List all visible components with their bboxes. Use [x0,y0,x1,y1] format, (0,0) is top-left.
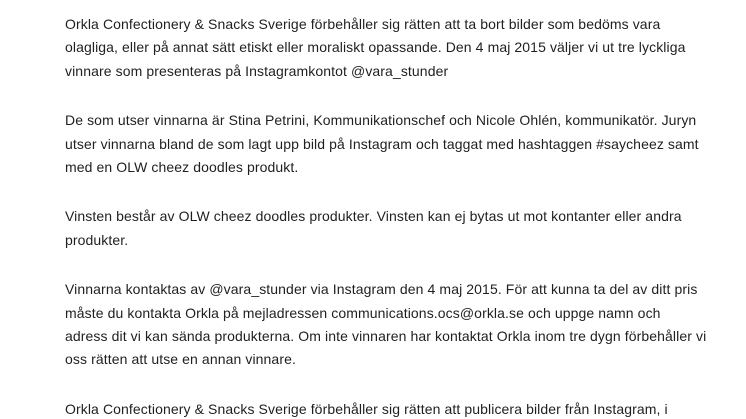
text-line: vinnare som presenteras på Instagramkontot @vara_stunder [65,62,449,79]
document-body [65,13,726,419]
text-line: produkter. [65,231,129,248]
text-line: olagliga, eller på annat sätt etiskt eller moraliskt opassande. Den 4 maj 2015 väljer vi ut tre lyckliga [65,39,686,56]
text-line: De som utser vinnarna är Stina Petrini, Kommunikationschef och Nicole Ohlén, kommunikatör. Juryn [65,112,697,129]
text-line: Orkla Confectionery & Snacks Sverige förbehåller sig rätten att ta bort bilder som bedöms vara [65,16,661,32]
text-line: Vinnarna kontaktas av @vara_stunder via Instagram den 4 maj 2015. För att kunna ta del av ditt pris [65,281,698,298]
text-line: Vinsten består av OLW cheez doodles produkter. Vinsten kan ej bytas ut mot kontanter eller andra [65,208,682,225]
text-line: måste du kontakta Orkla på mejladressen communications.ocs@orkla.se och uppge namn och [65,304,661,321]
paragraph-jury [65,109,726,179]
paragraph-moderation-terms [65,13,726,83]
text-line: med en OLW cheez doodles produkt. [65,159,299,176]
text-line: utser vinnarna bland de som lagt upp bild på Instagram och taggat med hashtaggen #saycheez samt [65,135,699,152]
text-line: Orkla Confectionery & Snacks Sverige förbehåller sig rätten att publicera bilder från Instagram, i [65,400,668,417]
paragraph-winner-contact [65,278,726,372]
paragraph-prize [65,205,726,252]
paragraph-publication-rights [65,398,726,419]
text-line: oss rätten att utse en annan vinnare. [65,351,296,368]
text-line: adress dit vi kan sända produkterna. Om inte vinnaren har kontaktat Orkla inom tre dygn förbehåller vi [65,328,707,345]
